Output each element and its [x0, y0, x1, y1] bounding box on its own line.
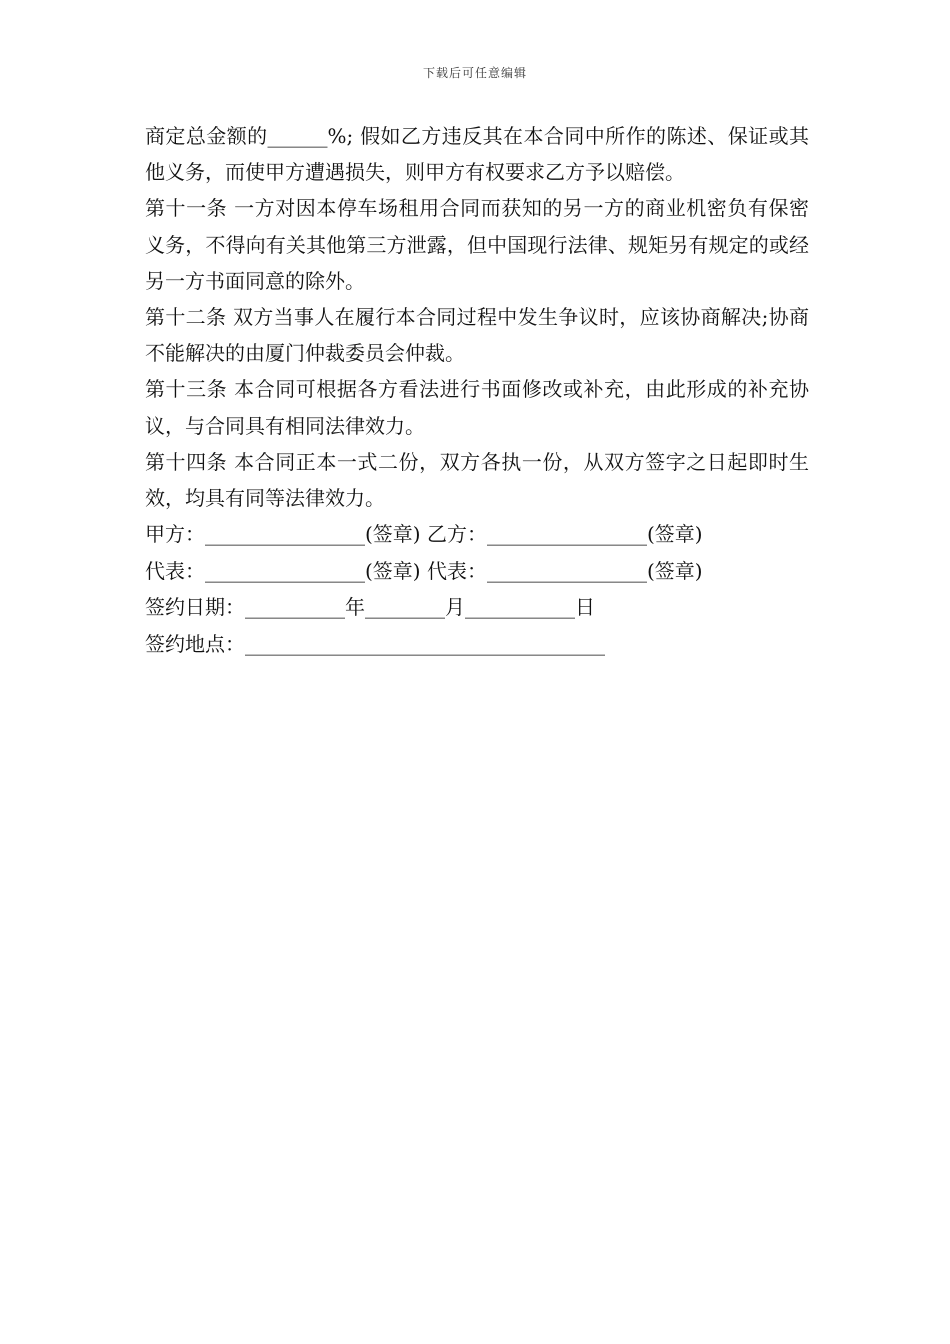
clause-paragraph-13: 第十三条 本合同可根据各方看法进行书面修改或补充，由此形成的补充协议，与合同具有相同法律效力。 [145, 377, 809, 438]
contract-body [145, 118, 809, 663]
signing-date-line: 签约日期：__________年________月___________日 [145, 595, 595, 620]
header-note: 下载后可任意编辑 [422, 66, 527, 80]
signature-party-line: 甲方：________________(签章) 乙方：________________(签章) [145, 522, 703, 547]
clause-paragraph-11: 第十一条 一方对因本停车场租用合同而获知的另一方的商业机密负有保密义务，不得向有关其他第三方泄露，但中国现行法律、规矩另有规定的或经另一方书面同意的除外。 [145, 196, 809, 293]
signing-place-line: 签约地点：____________________________________ [145, 632, 605, 657]
clause-paragraph-12: 第十二条 双方当事人在履行本合同过程中发生争议时，应该协商解决;协商不能解决的由厦门仲裁委员会仲裁。 [145, 305, 809, 366]
signature-representative-line: 代表：________________(签章) 代表：________________(签章) [145, 558, 703, 583]
clause-paragraph-14: 第十四条 本合同正本一式二份，双方各执一份，从双方签字之日起即时生效，均具有同等法律效力。 [145, 449, 809, 511]
clause-paragraph-1: 商定总金额的______%; 假如乙方违反其在本合同中所作的陈述、保证或其他义务，而使甲方遭遇损失，则甲方有权要求乙方予以赔偿。 [145, 124, 809, 185]
